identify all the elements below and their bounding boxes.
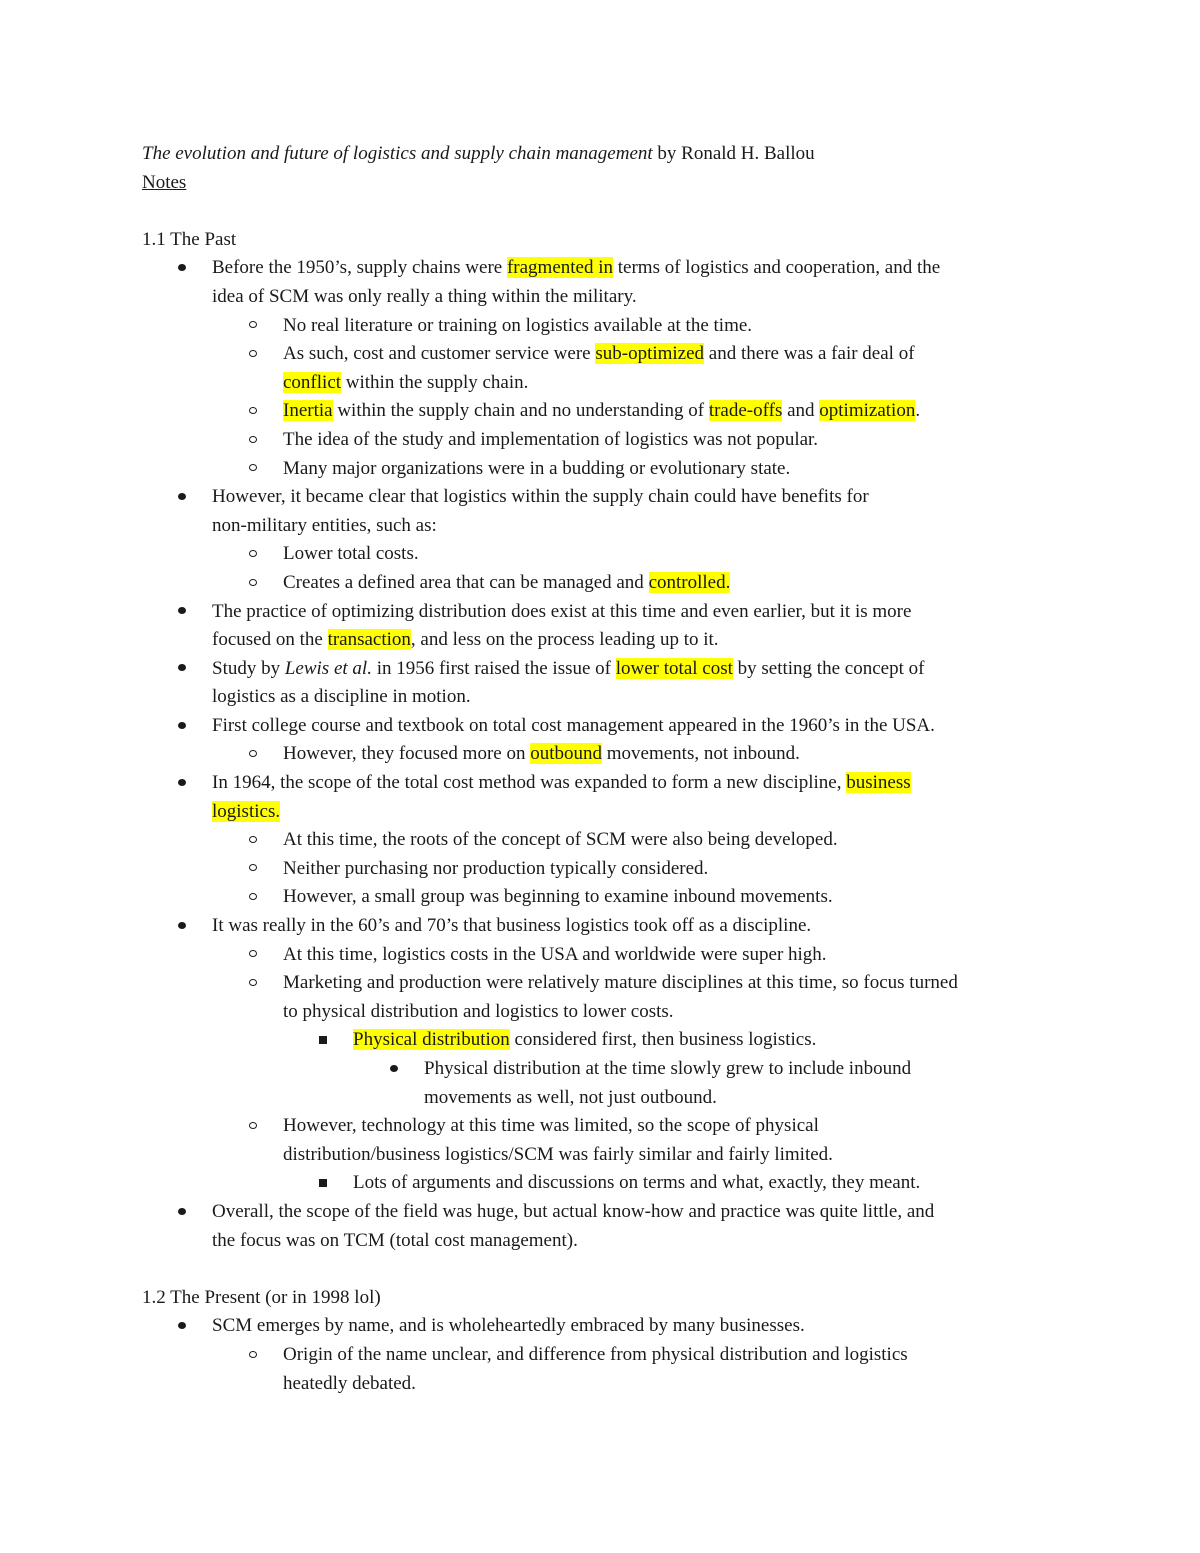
- highlight: conflict: [283, 371, 342, 393]
- text: logistics as a discipline in motion.: [212, 686, 471, 708]
- text: , and less on the process leading up to it.: [410, 629, 719, 651]
- text: Creates a defined area that can be managed and: [283, 571, 649, 593]
- spacer: [142, 197, 1062, 226]
- text: Overall, the scope of the field was huge, but actual know-how and practice was quite little, and: [212, 1200, 935, 1222]
- text: to physical distribution and logistics to lower costs.: [283, 1000, 674, 1022]
- text: movements as well, not just outbound.: [424, 1086, 717, 1108]
- list-item: [142, 312, 1062, 341]
- list-item: [142, 941, 1062, 970]
- section-heading-past: 1.1 The Past: [142, 228, 237, 250]
- title-author: by Ronald H. Ballou: [652, 143, 815, 164]
- list-item: [142, 969, 1062, 1026]
- text: and there was a fair deal of: [704, 343, 915, 365]
- highlight: Inertia: [283, 400, 333, 422]
- list-item: [142, 1341, 1062, 1398]
- bullet-icon: [172, 655, 192, 684]
- text: .: [915, 400, 921, 422]
- text: the focus was on TCM (total cost management).: [212, 1229, 578, 1251]
- text: The idea of the study and implementation of logistics was not popular.: [283, 428, 819, 450]
- text: heatedly debated.: [283, 1372, 416, 1394]
- text: focused on the: [212, 629, 328, 651]
- list-item: [142, 340, 1062, 397]
- list-item: [142, 483, 1062, 540]
- text: Physical distribution at the time slowly grew to include inbound: [424, 1058, 912, 1079]
- text: by setting the concept of: [732, 657, 925, 679]
- text: considered first, then business logistics.: [509, 1029, 817, 1051]
- text: In 1964, the scope of the total cost method was expanded to form a new discipline,: [212, 772, 847, 794]
- list-item: [142, 455, 1062, 484]
- text: No real literature or training on logistics available at the time.: [283, 314, 753, 336]
- highlight: lower total cost: [615, 657, 733, 679]
- text: Study by: [212, 657, 285, 679]
- document-title: [142, 140, 1062, 169]
- list-item: [142, 426, 1062, 455]
- text: Neither purchasing nor production typically considered.: [283, 857, 709, 879]
- highlight: outbound: [530, 743, 602, 765]
- list-item: [142, 540, 1062, 569]
- text: Origin of the name unclear, and difference from physical distribution and logistics: [283, 1343, 908, 1365]
- highlight: transaction: [327, 629, 411, 651]
- text: Many major organizations were in a budding or evolutionary state.: [283, 457, 791, 479]
- bullet-icon: [172, 1198, 192, 1227]
- circle-bullet-icon: [243, 340, 263, 369]
- highlight: optimization: [819, 400, 916, 422]
- list-item: [142, 598, 1062, 655]
- highlight: Physical distribution: [353, 1029, 510, 1051]
- list-item: [142, 569, 1062, 598]
- text: Marketing and production were relatively mature disciplines at this time, so focus turned: [283, 972, 958, 994]
- text: non-military entities, such as:: [212, 514, 437, 536]
- text: However, it became clear that logistics within the supply chain could have benefits for: [212, 486, 869, 508]
- circle-bullet-icon: [243, 1341, 263, 1370]
- list-item: [142, 855, 1062, 884]
- square-bullet-icon: [313, 1169, 333, 1198]
- text: terms of logistics and cooperation, and the: [613, 257, 941, 279]
- bullet-icon: [172, 769, 192, 798]
- text: However, technology at this time was limited, so the scope of physical: [283, 1115, 819, 1137]
- text: The practice of optimizing distribution does exist at this time and even earlier, but it is more: [212, 600, 912, 622]
- list-item: [142, 397, 1062, 426]
- bullet-icon: [172, 912, 192, 941]
- circle-bullet-icon: [243, 969, 263, 998]
- list-item: [142, 826, 1062, 855]
- circle-bullet-icon: [243, 941, 263, 970]
- document-page: [142, 140, 1062, 1398]
- list-item: [142, 883, 1062, 912]
- list-item: [142, 1198, 1062, 1255]
- spacer: [142, 1255, 1062, 1284]
- text: Before the 1950’s, supply chains were: [212, 257, 507, 279]
- text: within the supply chain.: [341, 371, 529, 393]
- bullet-icon: [172, 483, 192, 512]
- text: Lots of arguments and discussions on terms and what, exactly, they meant.: [353, 1172, 921, 1194]
- text: in 1956 first raised the issue of: [371, 657, 616, 679]
- circle-bullet-icon: [243, 397, 263, 426]
- list-item: [142, 1112, 1062, 1169]
- list-item: [142, 254, 1062, 311]
- notes-label: Notes: [142, 171, 187, 193]
- bullet-icon: [384, 1055, 404, 1084]
- circle-bullet-icon: [243, 455, 263, 484]
- highlight: sub-optimized: [595, 343, 705, 365]
- list-item: [142, 1055, 1062, 1112]
- text: distribution/business logistics/SCM was fairly similar and fairly limited.: [283, 1143, 833, 1165]
- list-item: [142, 912, 1062, 941]
- text: It was really in the 60’s and 70’s that business logistics took off as a discipline.: [212, 915, 812, 937]
- list-item: [142, 712, 1062, 741]
- circle-bullet-icon: [243, 883, 263, 912]
- section-heading-present: 1.2 The Present (or in 1998 lol): [142, 1286, 381, 1308]
- bullet-icon: [172, 712, 192, 741]
- bullet-icon: [172, 254, 192, 283]
- bullet-icon: [172, 1312, 192, 1341]
- list-item: [142, 1026, 1062, 1055]
- circle-bullet-icon: [243, 569, 263, 598]
- list-item: [142, 1169, 1062, 1198]
- text: However, they focused more on: [283, 743, 531, 765]
- circle-bullet-icon: [243, 855, 263, 884]
- text: and: [782, 400, 820, 422]
- citation: Lewis et al.: [284, 657, 372, 679]
- circle-bullet-icon: [243, 312, 263, 341]
- square-bullet-icon: [313, 1026, 333, 1055]
- text: First college course and textbook on total cost management appeared in the 1960’s in the USA.: [212, 714, 935, 736]
- text: SCM emerges by name, and is wholeheartedly embraced by many businesses.: [212, 1315, 805, 1337]
- circle-bullet-icon: [243, 740, 263, 769]
- circle-bullet-icon: [243, 540, 263, 569]
- section-past-list: [142, 254, 1062, 1255]
- section-present-list: [142, 1312, 1062, 1398]
- circle-bullet-icon: [243, 1112, 263, 1141]
- text: within the supply chain and no understanding of: [332, 400, 709, 422]
- highlight: controlled.: [648, 571, 731, 593]
- text: As such, cost and customer service were: [283, 343, 596, 365]
- text: movements, not inbound.: [602, 743, 800, 765]
- text: Lower total costs.: [283, 543, 419, 565]
- list-item: [142, 655, 1062, 712]
- text: At this time, the roots of the concept of SCM were also being developed.: [283, 829, 838, 851]
- list-item: [142, 769, 1062, 826]
- title-italic: The evolution and future of logistics and supply chain management: [142, 143, 653, 164]
- circle-bullet-icon: [243, 426, 263, 455]
- text: At this time, logistics costs in the USA and worldwide were super high.: [283, 943, 827, 965]
- highlight: business: [846, 772, 911, 794]
- bullet-icon: [172, 598, 192, 627]
- text: However, a small group was beginning to examine inbound movements.: [283, 886, 833, 908]
- highlight: logistics.: [212, 800, 281, 822]
- highlight: fragmented in: [506, 257, 614, 279]
- circle-bullet-icon: [243, 826, 263, 855]
- list-item: [142, 1312, 1062, 1341]
- text: idea of SCM was only really a thing within the military.: [212, 285, 637, 307]
- highlight: trade-offs: [708, 400, 783, 422]
- list-item: [142, 740, 1062, 769]
